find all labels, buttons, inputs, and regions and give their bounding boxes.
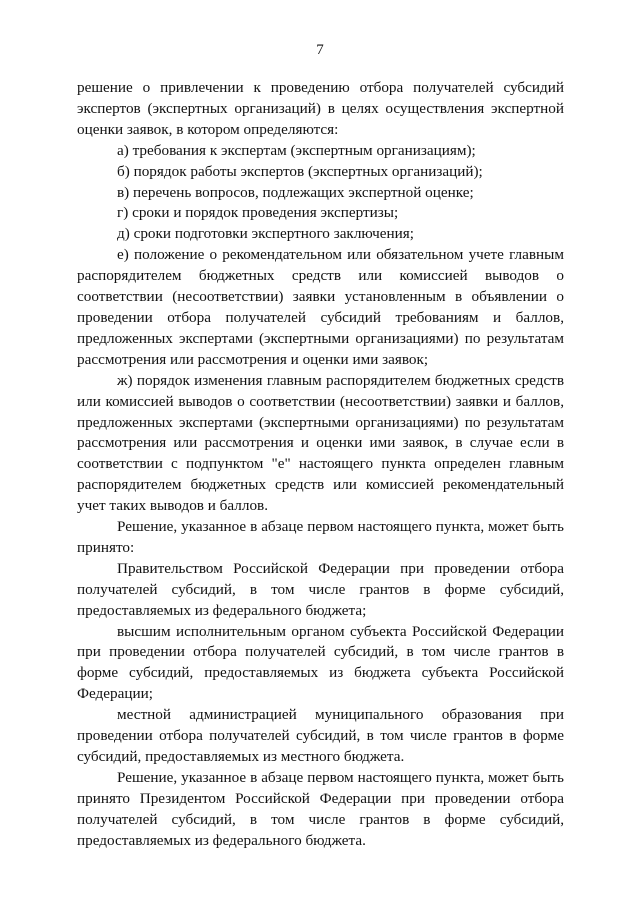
list-item-e: е) положение о рекомендательном или обязательном учете главным распорядителем бюджетных средств или комиссией выводов о соответствии (несоответствии) заявки установленным в объявлении о проведении отбора получателей субсидий требованиям и баллов, предложенных экспертами (экспертными организациями) по результатам рассмотрения или рассмотрения и оценки ими заявок; [77, 246, 564, 368]
paragraph-government: Правительством Российской Федерации при проведении отбора получателей субсидий, в том числе грантов в форме субсидий, предоставляемых из федерального бюджета; [77, 559, 564, 619]
list-item-v: в) перечень вопросов, подлежащих экспертной оценке; [117, 183, 474, 201]
list-item-d: д) сроки подготовки экспертного заключения; [117, 225, 414, 243]
list-item-zh: ж) порядок изменения главным распорядителем бюджетных средств или комиссией выводов о соответствии (несоответствии) заявки и баллов, предложенных экспертами (экспертными организациями) по результатам рассмотрения или рассмотрения и оценки ими заявок, в случае если в соответствии с подпунктом "е" настоящего пункта определен главным распорядителем бюджетных средств или комиссией рекомендательный учет таких выводов и баллов. [77, 371, 564, 515]
paragraph-president: Решение, указанное в абзаце первом настоящего пункта, может быть принято Президентом Российской Федерации при проведении отбора получателей субсидий, в том числе грантов в форме субсидий, предоставляемых из федерального бюджета. [77, 768, 564, 849]
paragraph-decision: Решение, указанное в абзаце первом настоящего пункта, может быть принято: [77, 518, 564, 556]
page-number: 7 [316, 42, 324, 58]
paragraph-local-administration: местной администрацией муниципального образования при проведении отбора получателей субсидий, в том числе грантов в форме субсидий, предоставляемых из местного бюджета. [77, 706, 564, 765]
list-item-a: а) требования к экспертам (экспертным организациям); [117, 141, 476, 159]
paragraph-intro: решение о привлечении к проведению отбора получателей субсидий экспертов (экспертных организаций) в целях осуществления экспертной оценки заявок, в котором определяются: [77, 79, 564, 138]
list-item-g: г) сроки и порядок проведения экспертизы; [117, 204, 399, 222]
document-body [77, 78, 564, 852]
paragraph-regional-authority: высшим исполнительным органом субъекта Российской Федерации при проведении отбора получателей субсидий, в том числе грантов в форме субсидий, предоставляемых из бюджета субъекта Российской Федерации; [77, 622, 564, 703]
list-item-b: б) порядок работы экспертов (экспертных организаций); [117, 162, 483, 180]
